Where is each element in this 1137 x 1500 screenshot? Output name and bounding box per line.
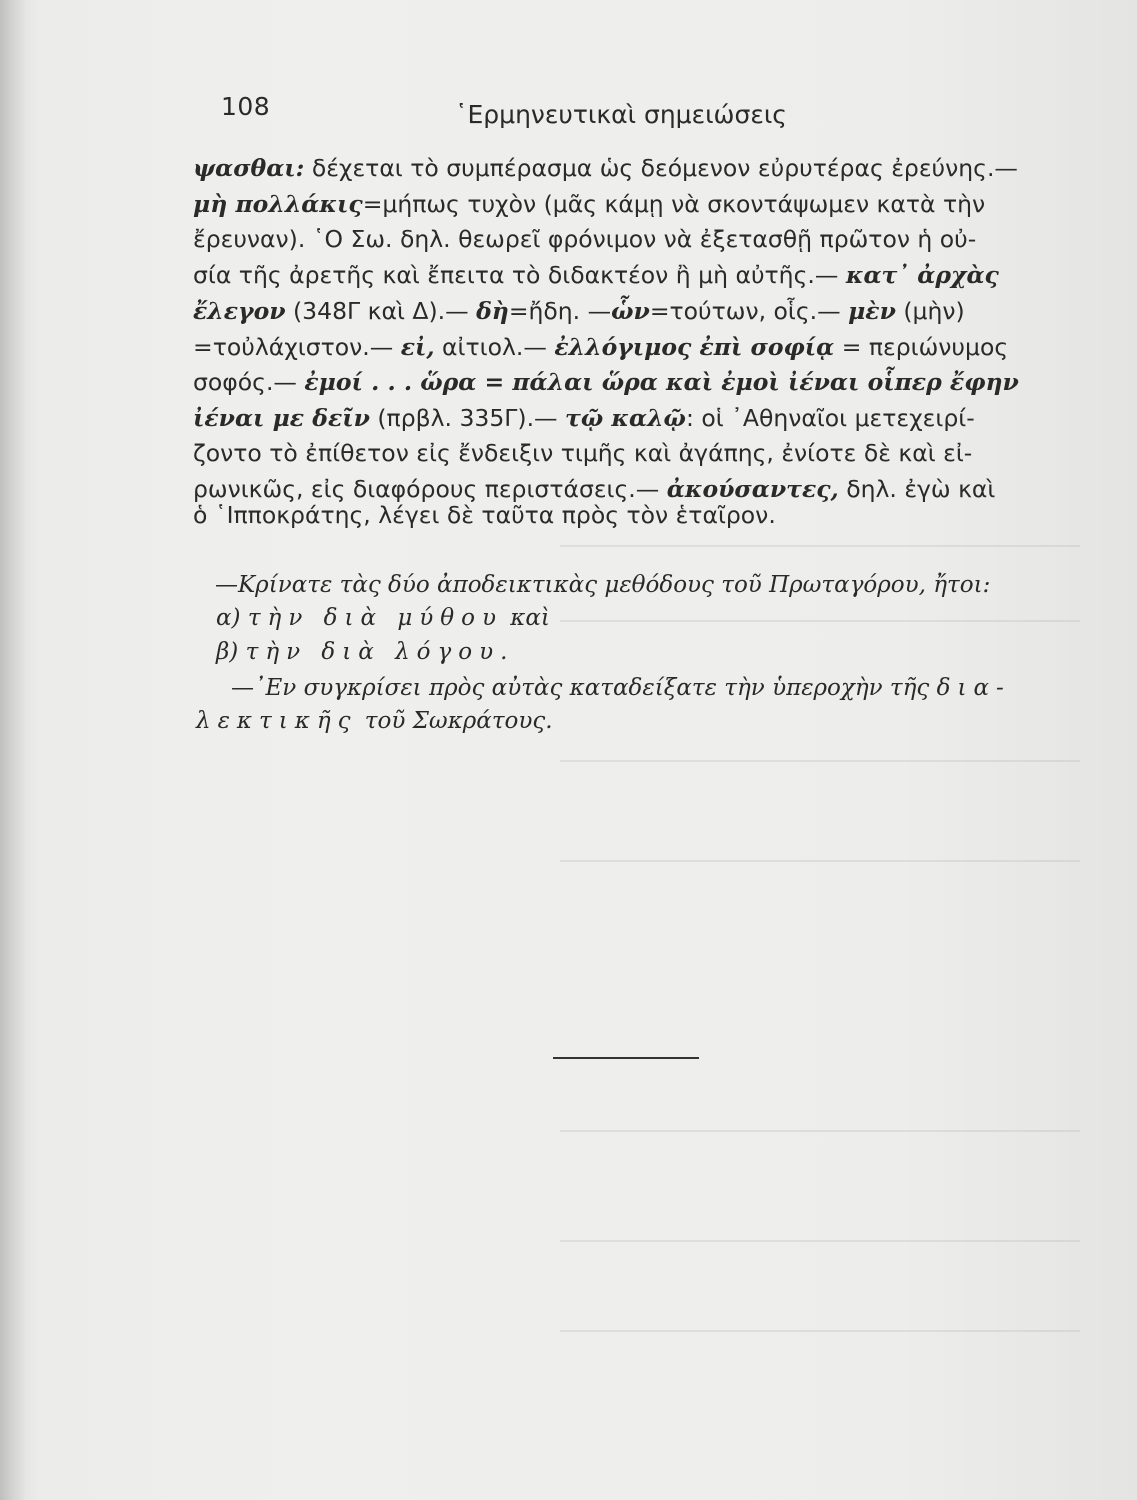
gloss: (μὴν) xyxy=(895,297,965,325)
lemma: ὧν xyxy=(611,297,650,325)
gloss: ζοντο τὸ ἐπίθετον εἰς ἔνδειξιν τιμῆς καὶ ἀγάπης, ἐνίοτε δὲ καὶ εἰ- xyxy=(193,439,973,467)
lemma: δὴ xyxy=(476,297,509,325)
conjunction: καὶ xyxy=(510,605,550,631)
bleed-through-line xyxy=(560,860,1080,862)
gloss: δηλ. ἐγὼ καὶ xyxy=(838,475,996,503)
gloss: =μήπως τυχὸν (μᾶς κάμῃ νὰ σκοντάψωμεν κατὰ τὴν xyxy=(362,190,986,218)
gloss: ἔρευναν). ῾Ο Σω. δηλ. θεωρεῖ φρόνιμον νὰ ἐξετασθῇ πρῶτον ἡ οὐ- xyxy=(193,225,977,253)
gloss: ρωνικῶς, εἰς διαφόρους περιστάσεις.— xyxy=(193,475,667,503)
body-line-4 xyxy=(193,260,999,290)
body-line-8 xyxy=(193,403,975,433)
exercise-line-2 xyxy=(216,603,550,633)
body-line-7 xyxy=(193,367,1019,397)
lemma: ἀκούσαντες, xyxy=(666,475,839,503)
gloss: = περιώνυμος xyxy=(834,333,1009,361)
bleed-through-line xyxy=(560,1330,1080,1332)
bleed-through-line xyxy=(560,545,1080,547)
body-line-6 xyxy=(193,332,1008,362)
lemma: ἐλλόγιμος ἐπὶ σοφίᾳ xyxy=(554,333,835,361)
lemma: τῷ καλῷ xyxy=(565,404,686,432)
gloss: =τούτων, οἷς.— xyxy=(649,297,849,325)
exercise-line-1: —Κρίνατε τὰς δύο ἀποδεικτικὰς μεθόδους τοῦ Πρωταγόρου, ἤτοι: xyxy=(215,572,991,598)
body-line-2 xyxy=(193,189,985,219)
exercise-line-5 xyxy=(196,706,553,736)
body-line-1 xyxy=(193,153,1018,183)
bleed-through-line xyxy=(560,1240,1080,1242)
gloss: σοφός.— xyxy=(193,368,305,396)
gloss: ὁ ῾Ιπποκράτης, λέγει δὲ ταῦτα πρὸς τὸν ἑταῖρον. xyxy=(193,501,776,529)
lemma: εἰ, xyxy=(400,333,435,361)
lemma: ἔλεγον xyxy=(193,297,286,325)
gloss: (348Γ καὶ Δ).— xyxy=(285,297,477,325)
body-line-9 xyxy=(193,438,972,468)
spaced-phrase: δια- xyxy=(936,675,1011,701)
exercise-line-4 xyxy=(231,673,1011,703)
item-marker: β) xyxy=(216,639,239,665)
spaced-phrase: λεκτικῆς xyxy=(196,708,358,734)
running-title: ῾Ερμηνευτικαὶ σημειώσεις xyxy=(455,100,787,129)
spaced-phrase: τὴν διὰ μύθου xyxy=(247,605,503,631)
gloss: =ἤδη. — xyxy=(508,297,612,325)
lemma: μὴ πολλάκις xyxy=(193,190,363,218)
gloss: : οἱ ᾿Αθηναῖοι μετεχειρί- xyxy=(685,404,975,432)
section-rule xyxy=(553,1057,699,1059)
body-line-5 xyxy=(193,296,965,326)
lemma: ἐμοί . . . ὥρα = πάλαι ὥρα καὶ ἐμοὶ ἰέναι οἷπερ ἔφην xyxy=(304,368,1019,396)
page-number: 108 xyxy=(221,92,271,121)
gloss: αἰτιολ.— xyxy=(434,333,555,361)
page-edge-shadow xyxy=(0,0,26,1500)
lemma: ἰέναι με δεῖν xyxy=(193,404,370,432)
gloss: (πρβλ. 335Γ).— xyxy=(369,404,566,432)
exercise-text: —᾿Εν συγκρίσει πρὸς αὐτὰς καταδείξατε τὴν ὑπεροχὴν τῆς xyxy=(231,675,937,701)
lemma: μὲν xyxy=(848,297,896,325)
exercise-text: τοῦ Σωκράτους. xyxy=(357,708,553,734)
exercise-line-3 xyxy=(216,637,514,667)
body-line-11 xyxy=(193,500,776,530)
gloss: =τοὐλάχιστον.— xyxy=(193,333,401,361)
bleed-through-line xyxy=(560,760,1080,762)
gloss: σία τῆς ἀρετῆς καὶ ἔπειτα τὸ διδακτέον ἢ μὴ αὐτῆς.— xyxy=(193,261,846,289)
item-marker: α) xyxy=(216,605,241,631)
bleed-through-line xyxy=(560,620,1080,622)
body-line-3 xyxy=(193,224,976,254)
bleed-through-line xyxy=(560,1130,1080,1132)
lemma: κατ᾿ ἀρχὰς xyxy=(845,261,999,289)
lemma: ψασθαι: xyxy=(193,154,305,182)
spaced-phrase: τὴν διὰ λόγου. xyxy=(245,639,515,665)
gloss: δέχεται τὸ συμπέρασμα ὡς δεόμενον εὐρυτέρας ἐρεύνης.— xyxy=(304,154,1018,182)
